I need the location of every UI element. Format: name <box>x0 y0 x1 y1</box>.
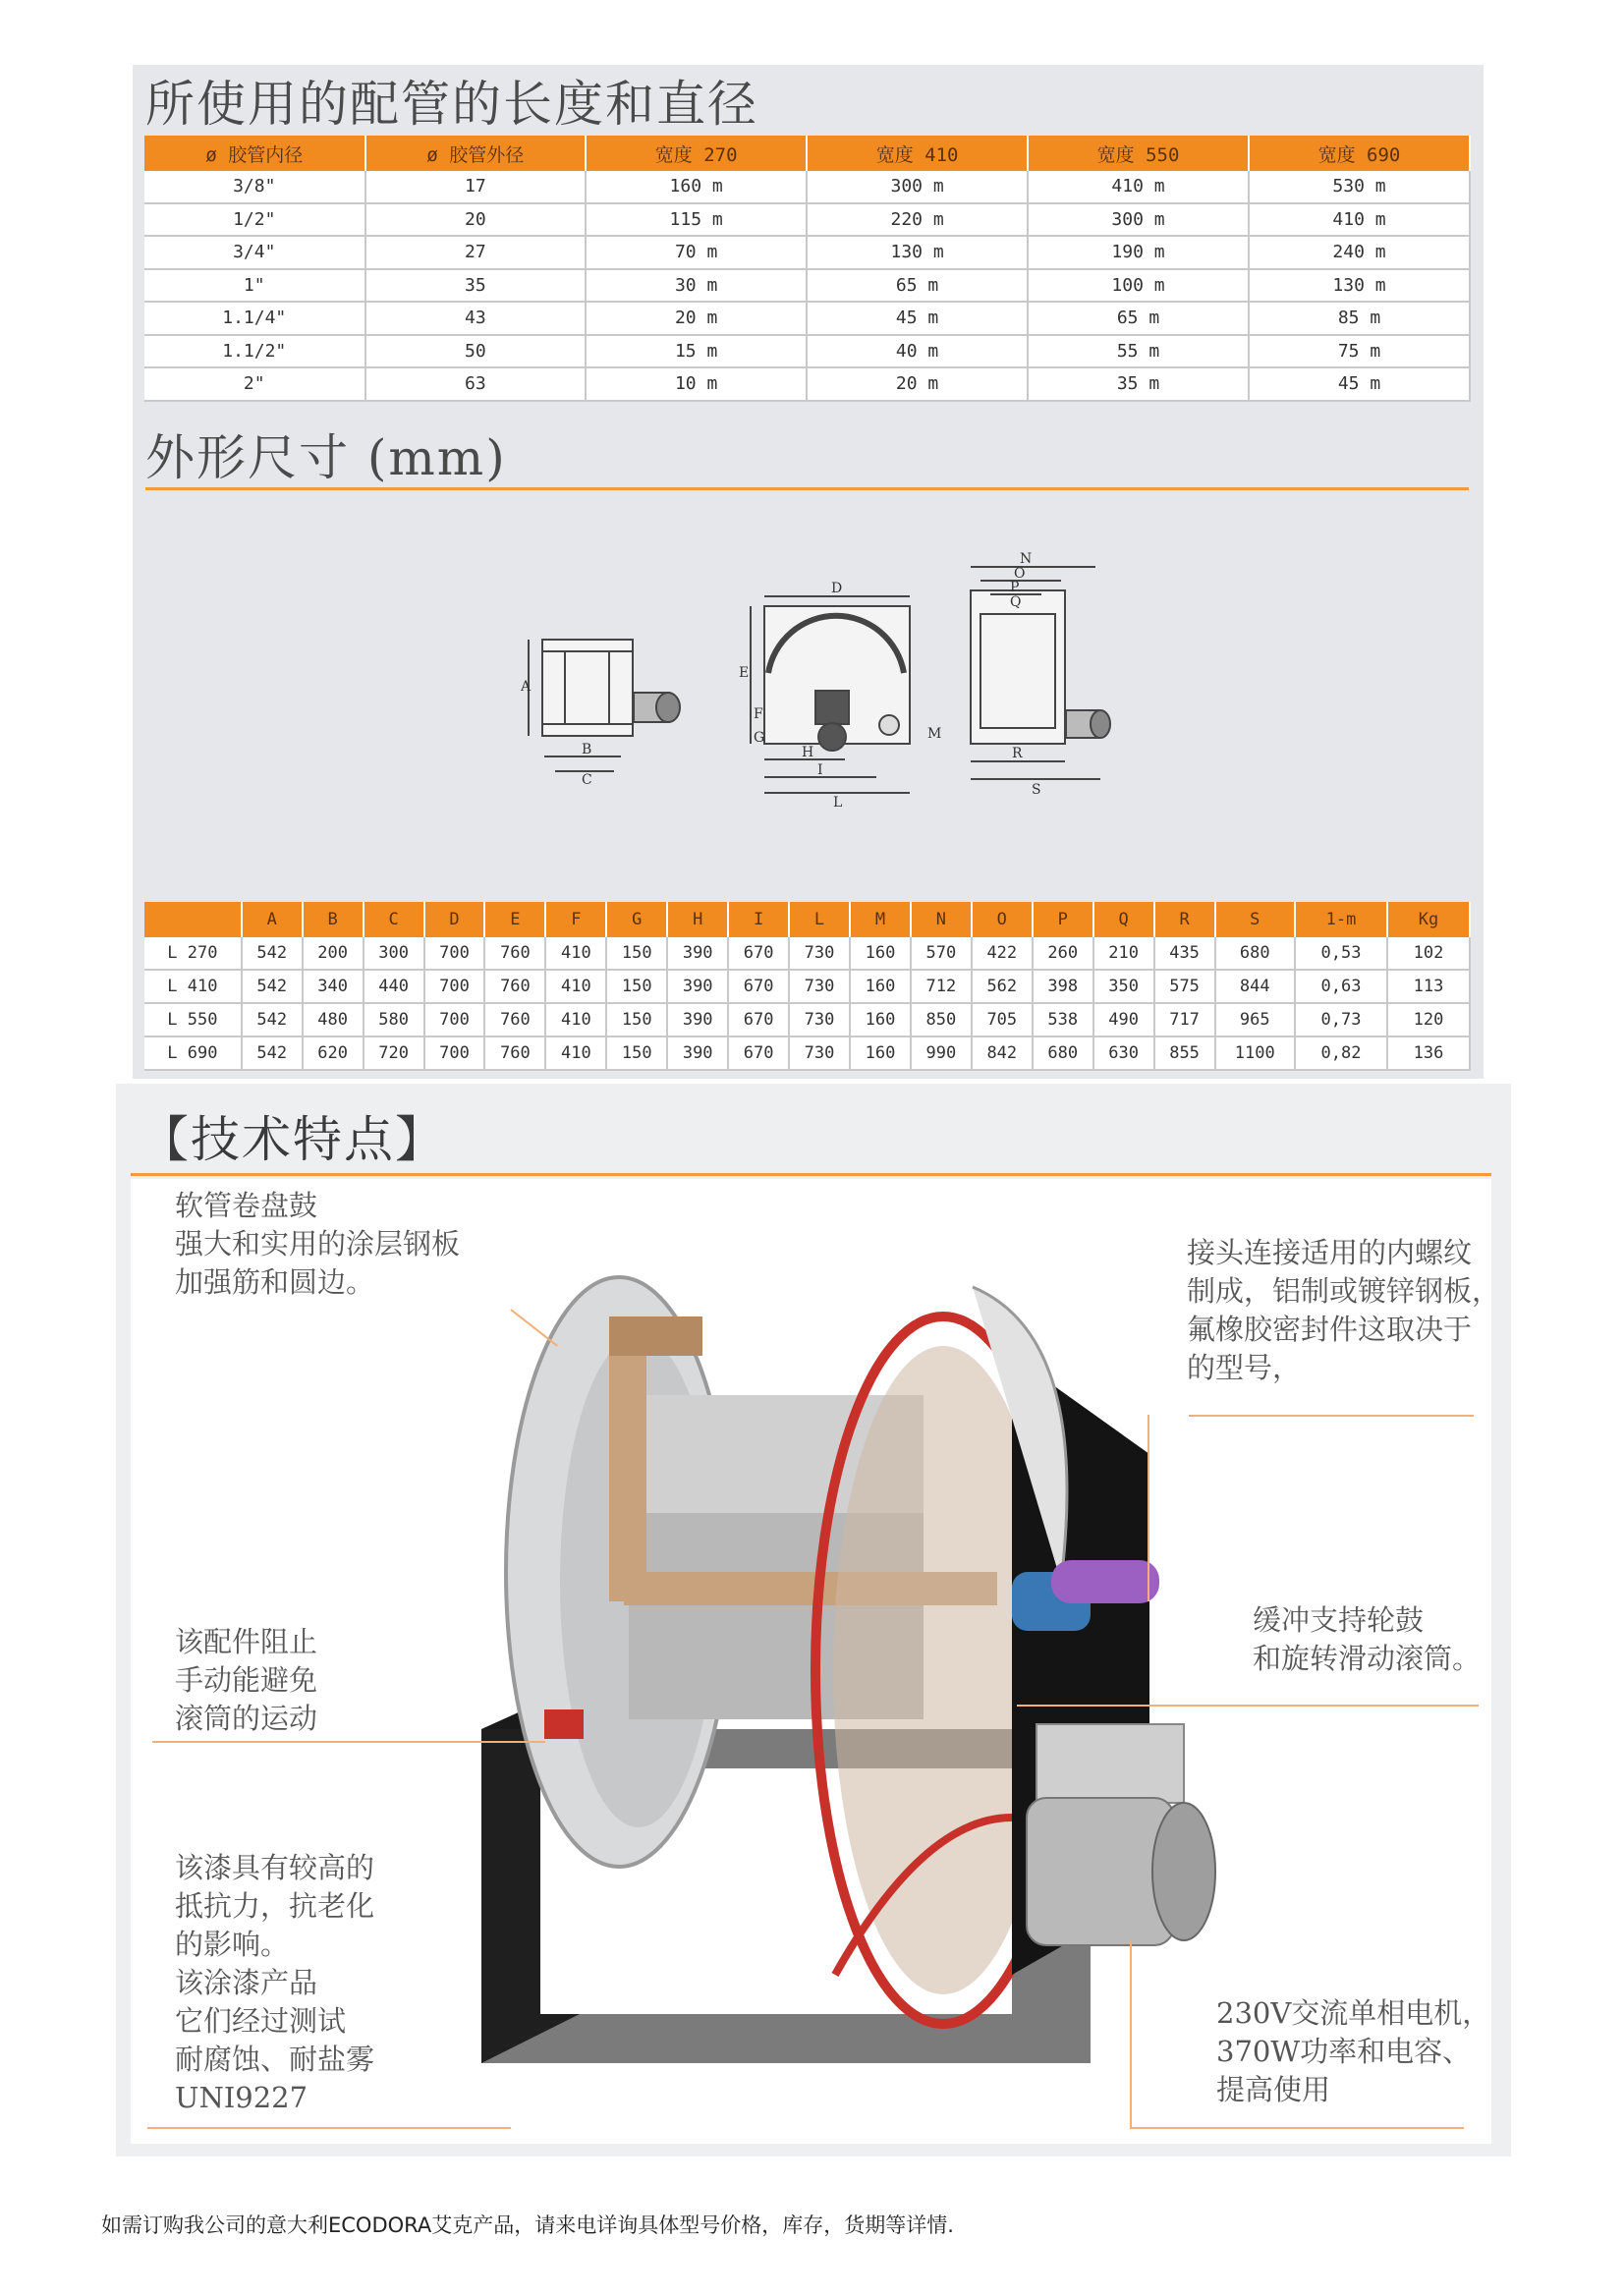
table-cell: 850 <box>911 1003 972 1036</box>
callout-paint-line <box>147 2127 511 2129</box>
table-cell: 65 m <box>1028 302 1249 335</box>
callout-brake: 该配件阻止 手动能避免 滚筒的运动 <box>175 1625 318 1735</box>
label-h: H <box>802 745 814 760</box>
table-cell: 0,73 <box>1295 1003 1387 1036</box>
table-cell: 700 <box>424 1036 485 1070</box>
table-cell: 705 <box>972 1003 1033 1036</box>
table-cell: L 410 <box>144 970 242 1003</box>
label-i: I <box>817 762 823 778</box>
header-width-690: 宽度 690 <box>1249 136 1470 171</box>
table-cell: 3/8" <box>144 171 365 203</box>
table-cell: 150 <box>606 1036 667 1070</box>
label-b: B <box>582 742 592 757</box>
table-cell: 422 <box>972 937 1033 970</box>
table-cell: 542 <box>242 937 303 970</box>
table-cell: 700 <box>424 937 485 970</box>
table-cell: 390 <box>667 1003 728 1036</box>
label-r: R <box>1012 746 1023 761</box>
label-n: N <box>1020 551 1033 567</box>
table-cell: 542 <box>242 1003 303 1036</box>
table-cell: 530 m <box>1249 171 1470 203</box>
table-cell: 410 m <box>1249 203 1470 237</box>
label-g: G <box>754 730 765 746</box>
table-cell: 55 m <box>1028 335 1249 368</box>
table-cell: 43 <box>365 302 587 335</box>
callout-fitting-line <box>1189 1415 1474 1417</box>
header-dim: O <box>972 902 1033 937</box>
table-cell: 130 m <box>807 236 1028 269</box>
table-row <box>144 1003 1470 1036</box>
dimension-table <box>144 902 1471 1071</box>
table-cell: 760 <box>484 970 545 1003</box>
table-cell: 260 <box>1033 937 1093 970</box>
header-dim: H <box>667 902 728 937</box>
table-cell: 2" <box>144 367 365 401</box>
table-row <box>144 367 1470 401</box>
header-dim: R <box>1154 902 1215 937</box>
hose-length-table <box>144 136 1471 402</box>
table-cell: 160 <box>850 937 911 970</box>
table-cell: 542 <box>242 1036 303 1070</box>
table-cell: 50 <box>365 335 587 368</box>
header-dim: P <box>1033 902 1093 937</box>
table-cell: 390 <box>667 937 728 970</box>
table-cell: 760 <box>484 1003 545 1036</box>
callout-motor-line-v <box>1130 1940 1132 2127</box>
table-cell: 190 m <box>1028 236 1249 269</box>
table-cell: 113 <box>1387 970 1470 1003</box>
table-cell: 398 <box>1033 970 1093 1003</box>
table-cell: 0,53 <box>1295 937 1387 970</box>
label-p: P <box>1010 580 1020 595</box>
table-cell: 150 <box>606 970 667 1003</box>
table-cell: 35 m <box>1028 367 1249 401</box>
table-cell: 717 <box>1154 1003 1215 1036</box>
table-cell: 410 <box>545 1003 606 1036</box>
callout-motor-line <box>1130 2127 1464 2129</box>
table-cell: 990 <box>911 1036 972 1070</box>
label-q: Q <box>1010 594 1022 610</box>
table-cell: 410 <box>545 970 606 1003</box>
header-width-410: 宽度 410 <box>807 136 1028 171</box>
header-dim: Q <box>1093 902 1154 937</box>
table-cell: 160 <box>850 1036 911 1070</box>
callout-roller-line <box>1017 1705 1479 1707</box>
table-cell: 20 <box>365 203 587 237</box>
table-cell: 435 <box>1154 937 1215 970</box>
table-cell: 27 <box>365 236 587 269</box>
dimension-drawing <box>511 545 1120 869</box>
table-cell: 700 <box>424 970 485 1003</box>
table-cell: 670 <box>728 970 789 1003</box>
label-s: S <box>1032 782 1041 798</box>
table-cell: 20 m <box>586 302 807 335</box>
callout-brake-line <box>152 1741 545 1743</box>
table-cell: 115 m <box>586 203 807 237</box>
header-outer-diameter: ø 胶管外径 <box>365 136 587 171</box>
table-cell: 120 <box>1387 1003 1470 1036</box>
footer-note: 如需订购我公司的意大利ECODORA艾克产品，请来电详询具体型号价格，库存，货期等详情. <box>101 2213 954 2237</box>
header-dim: F <box>545 902 606 937</box>
table-cell: 300 m <box>1028 203 1249 237</box>
table-cell: 17 <box>365 171 587 203</box>
table-cell: 160 <box>850 1003 911 1036</box>
table-cell: 240 m <box>1249 236 1470 269</box>
table-cell: 3/4" <box>144 236 365 269</box>
label-f: F <box>754 706 763 722</box>
table-row <box>144 1036 1470 1070</box>
table-cell: 350 <box>1093 970 1154 1003</box>
table-cell: 842 <box>972 1036 1033 1070</box>
table-cell: 390 <box>667 970 728 1003</box>
table-row <box>144 236 1470 269</box>
header-dim: D <box>424 902 485 937</box>
callout-fitting-line-v <box>1148 1415 1149 1601</box>
header-dim: M <box>850 902 911 937</box>
table-cell: 150 <box>606 1003 667 1036</box>
table-cell: 410 <box>545 937 606 970</box>
table-cell: 700 <box>424 1003 485 1036</box>
table-cell: L 270 <box>144 937 242 970</box>
table-cell: 620 <box>303 1036 364 1070</box>
table-cell: 40 m <box>807 335 1028 368</box>
table-cell: 730 <box>789 1003 850 1036</box>
table-cell: 440 <box>364 970 424 1003</box>
table-cell: 575 <box>1154 970 1215 1003</box>
header-dim: A <box>242 902 303 937</box>
header-inner-diameter: ø 胶管内径 <box>144 136 365 171</box>
table-cell: 1100 <box>1215 1036 1295 1070</box>
table-cell: 730 <box>789 937 850 970</box>
table-row <box>144 970 1470 1003</box>
header-dim: L <box>789 902 850 937</box>
table-cell: 200 <box>303 937 364 970</box>
table-cell: 75 m <box>1249 335 1470 368</box>
table-cell: 220 m <box>807 203 1028 237</box>
table-cell: 1.1/4" <box>144 302 365 335</box>
front-view <box>751 596 910 793</box>
table-cell: 160 <box>850 970 911 1003</box>
table-cell: 712 <box>911 970 972 1003</box>
table-cell: 210 <box>1093 937 1154 970</box>
table-header-row <box>144 136 1470 171</box>
table-cell: 720 <box>364 1036 424 1070</box>
header-dim: I <box>728 902 789 937</box>
header-dim: 1-m <box>1295 902 1387 937</box>
header-dim: C <box>364 902 424 937</box>
table-cell: 15 m <box>586 335 807 368</box>
callout-motor: 230V交流单相电机， 370W功率和电容、 提高使用 <box>1216 1996 1491 2106</box>
table-cell: 580 <box>364 1003 424 1036</box>
table-cell: 490 <box>1093 1003 1154 1036</box>
header-dim: S <box>1215 902 1295 937</box>
table-cell: 670 <box>728 1036 789 1070</box>
table-cell: 680 <box>1033 1036 1093 1070</box>
table-row <box>144 302 1470 335</box>
table-cell: 136 <box>1387 1036 1470 1070</box>
dimension-section-title: 外形尺寸 (mm) <box>145 429 507 486</box>
table-cell: 670 <box>728 1003 789 1036</box>
table-cell: L 550 <box>144 1003 242 1036</box>
table-cell: 855 <box>1154 1036 1215 1070</box>
callout-drum: 软管卷盘鼓 强大和实用的涂层钢板 加强筋和圆边。 <box>175 1189 461 1299</box>
label-a: A <box>521 679 532 695</box>
table-cell: 340 <box>303 970 364 1003</box>
table-cell: 562 <box>972 970 1033 1003</box>
table-cell: 670 <box>728 937 789 970</box>
dimension-title-rule <box>145 487 1469 490</box>
table-cell: 70 m <box>586 236 807 269</box>
table-row <box>144 269 1470 303</box>
table-cell: 410 m <box>1028 171 1249 203</box>
table-row <box>144 937 1470 970</box>
table-cell: 30 m <box>586 269 807 303</box>
table-cell: 300 m <box>807 171 1028 203</box>
table-cell: 10 m <box>586 367 807 401</box>
table-cell: 844 <box>1215 970 1295 1003</box>
table-cell: 542 <box>242 970 303 1003</box>
table-cell: 630 <box>1093 1036 1154 1070</box>
table-cell: 965 <box>1215 1003 1295 1036</box>
table-cell: 300 <box>364 937 424 970</box>
table-cell: 480 <box>303 1003 364 1036</box>
header-width-270: 宽度 270 <box>586 136 807 171</box>
table-cell: 102 <box>1387 937 1470 970</box>
callout-fitting: 接头连接适用的内螺纹 制成，铝制或镀锌钢板， 氟橡胶密封件这取决于 的型号， <box>1187 1236 1501 1384</box>
table-cell: 0,63 <box>1295 970 1387 1003</box>
table-cell: 65 m <box>807 269 1028 303</box>
side-view-right <box>971 567 1110 779</box>
callout-paint: 该漆具有较高的 抵抗力，抗老化 的影响。 该涂漆产品 它们经过测试 耐腐蚀、耐盐雾 UNI9227 <box>175 1851 375 2114</box>
table-cell: 570 <box>911 937 972 970</box>
table-cell: 1" <box>144 269 365 303</box>
label-c: C <box>582 772 592 788</box>
table-cell: 130 m <box>1249 269 1470 303</box>
pipe-icon <box>609 1326 646 1601</box>
header-dim: Kg <box>1387 902 1470 937</box>
table-cell: 760 <box>484 937 545 970</box>
label-m: M <box>927 726 942 742</box>
label-l: L <box>833 795 843 811</box>
table-cell: 538 <box>1033 1003 1093 1036</box>
table-cell: 45 m <box>807 302 1028 335</box>
table-cell: 1/2" <box>144 203 365 237</box>
header-dim: N <box>911 902 972 937</box>
table-row <box>144 171 1470 203</box>
table-cell: 730 <box>789 1036 850 1070</box>
table-cell: 85 m <box>1249 302 1470 335</box>
table-cell: 100 m <box>1028 269 1249 303</box>
features-section-title: 【技术特点】 <box>140 1111 446 1168</box>
table-cell: 760 <box>484 1036 545 1070</box>
header-dim: B <box>303 902 364 937</box>
table-row <box>144 203 1470 237</box>
header-dim: E <box>484 902 545 937</box>
label-d: D <box>831 581 843 596</box>
label-o: O <box>1014 566 1026 582</box>
table-cell: 63 <box>365 367 587 401</box>
table-cell: 20 m <box>807 367 1028 401</box>
hose-section-title: 所使用的配管的长度和直径 <box>145 76 758 133</box>
table-cell: 410 <box>545 1036 606 1070</box>
brake-lock-icon <box>544 1709 584 1739</box>
table-cell: 730 <box>789 970 850 1003</box>
table-cell: 1.1/2" <box>144 335 365 368</box>
table-cell: 680 <box>1215 937 1295 970</box>
table-cell: 0,82 <box>1295 1036 1387 1070</box>
callout-roller: 缓冲支持轮鼓 和旋转滑动滚筒。 <box>1253 1603 1482 1675</box>
header-width-550: 宽度 550 <box>1028 136 1249 171</box>
table-cell: 35 <box>365 269 587 303</box>
side-view-left <box>529 640 680 771</box>
table-row <box>144 335 1470 368</box>
table-cell: 160 m <box>586 171 807 203</box>
header-model <box>144 902 242 937</box>
label-e: E <box>739 665 750 681</box>
motor-box-icon <box>1036 1724 1184 1803</box>
table-cell: 45 m <box>1249 367 1470 401</box>
table-header-row <box>144 902 1470 937</box>
header-dim: G <box>606 902 667 937</box>
table-cell: 390 <box>667 1036 728 1070</box>
features-title-rule <box>131 1173 1491 1176</box>
table-cell: L 690 <box>144 1036 242 1070</box>
table-cell: 150 <box>606 937 667 970</box>
